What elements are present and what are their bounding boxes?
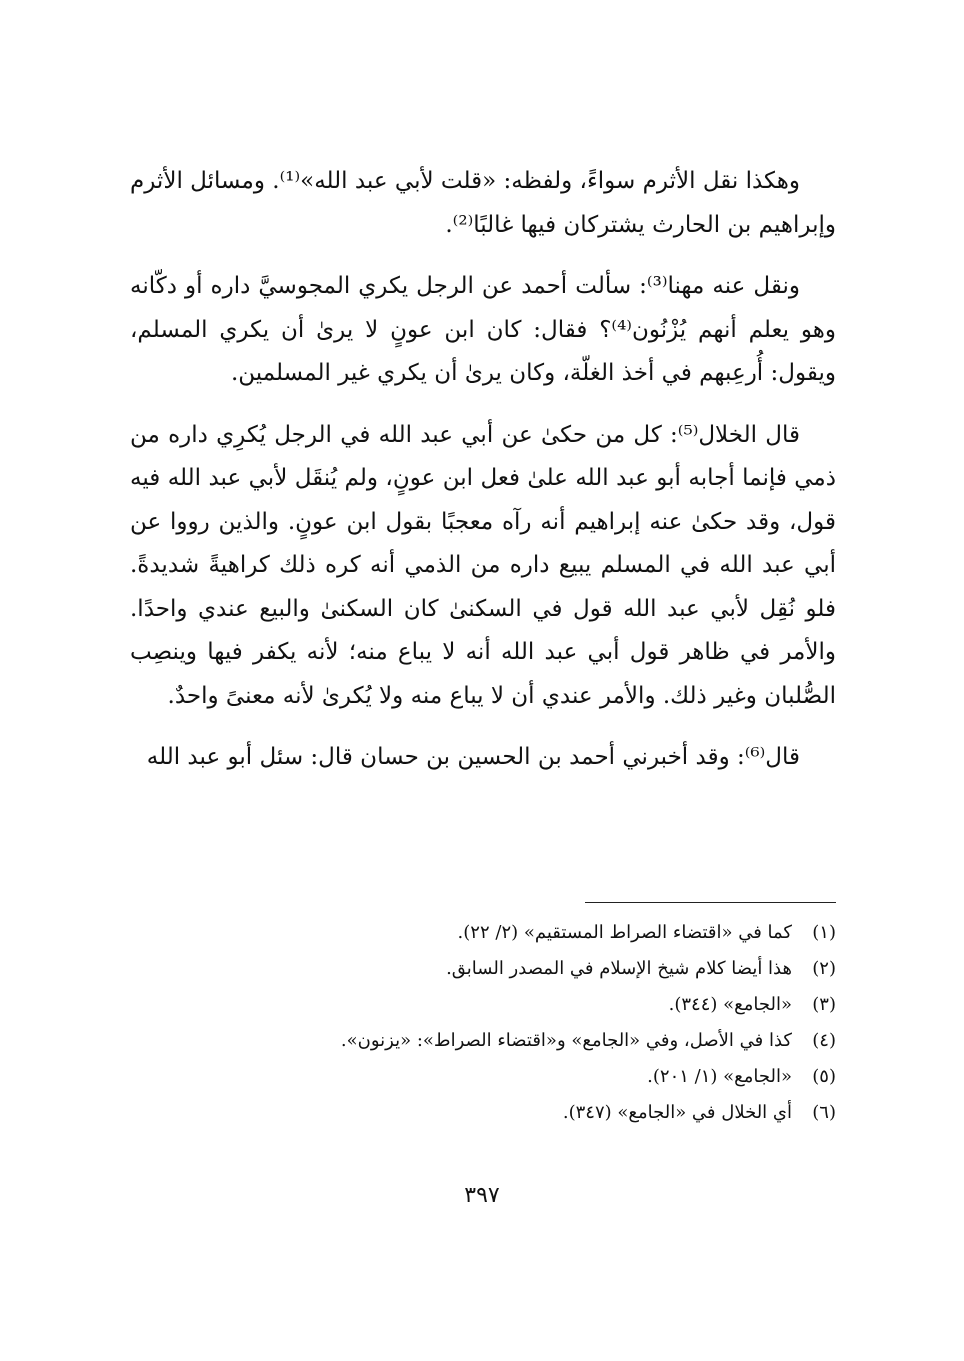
paragraph-3: قال الخلال⁽⁵⁾: كل من حكىٰ عن أبي عبد الله في الرجل يُكرِي داره من ذمي فإنما أجابه أبو عبد الله علىٰ فعل ابن عونٍ، ولم يُنقَل لأبي عبد الله فيه قول، وقد حكىٰ عنه إبراهيم أنه رآه معجبًا بقول ابن عونٍ. والذين رووا عن أبي عبد الله في المسلم يبيع داره من الذمي أنه كره ذلك كراهيةً شديدةً. فلو نُقِل لأبي عبد الله قول في السكنىٰ كان السكنىٰ والبيع عندي واحدًا. والأمر في ظاهر قول أبي عبد الله أنه لا يباع منه؛ لأنه يكفر فيها وينصِب الصُّلبان وغير ذلك. والأمر عندي أن لا يباع منه ولا يُكرىٰ لأنه معنىً واحدٌ.: [130, 421, 836, 709]
footnote-2: [130, 951, 836, 987]
footnote-4: [130, 1023, 836, 1059]
footnote-text: «الجامع» (١/ ٢٠١).: [647, 1066, 792, 1087]
footnote-6: [130, 1095, 836, 1131]
paragraph-2: ونقل عنه مهنا⁽³⁾: سألت أحمد عن الرجل يكري المجوسيَّ داره أو دكّانه وهو يعلم أنهم يُزْنُون⁽⁴⁾؟ فقال: كان ابن عونٍ لا يرىٰ أن يكري المسلم، ويقول: أُرعِبهم في أخذ الغلّة، وكان يرىٰ أن يكري غير المسلمين.: [130, 273, 836, 386]
footnote-number: (٢): [812, 958, 836, 979]
footnote-text: كما في «اقتضاء الصراط المستقيم» (٢/ ٢٢).: [457, 922, 792, 943]
footnote-number: (٣): [812, 994, 836, 1015]
page-number: ٣٩٧: [464, 1183, 500, 1208]
footnote-divider: [585, 902, 836, 903]
footnote-number: (٤): [812, 1030, 836, 1051]
paragraph-4: قال⁽⁶⁾: وقد أخبرني أحمد بن الحسين بن حسان قال: سئل أبو عبد الله: [146, 744, 800, 770]
main-text: [130, 160, 836, 798]
footnote-number: (٥): [812, 1066, 836, 1087]
footnote-number: (٦): [812, 1102, 836, 1123]
footnotes: [130, 915, 836, 1131]
footnote-text: «الجامع» (٣٤٤).: [668, 994, 792, 1015]
footnote-text: أي الخلال في «الجامع» (٣٤٧).: [562, 1102, 792, 1123]
footnote-1: [130, 915, 836, 951]
footnote-number: (١): [812, 922, 836, 943]
footnote-5: [130, 1059, 836, 1095]
footnote-text: هذا أيضا كلام شيخ الإسلام في المصدر السابق.: [446, 958, 792, 979]
footnote-3: [130, 987, 836, 1023]
footnote-text: كذا في الأصل، وفي «الجامع» و«اقتضاء الصراط»: «يزنون».: [340, 1030, 792, 1051]
paragraph-1: وهكذا نقل الأثرم سواءً، ولفظه: «قلت لأبي عبد الله»⁽¹⁾. ومسائل الأثرم وإبراهيم بن الحارث يشتركان فيها غالبًا⁽²⁾.: [130, 168, 836, 238]
